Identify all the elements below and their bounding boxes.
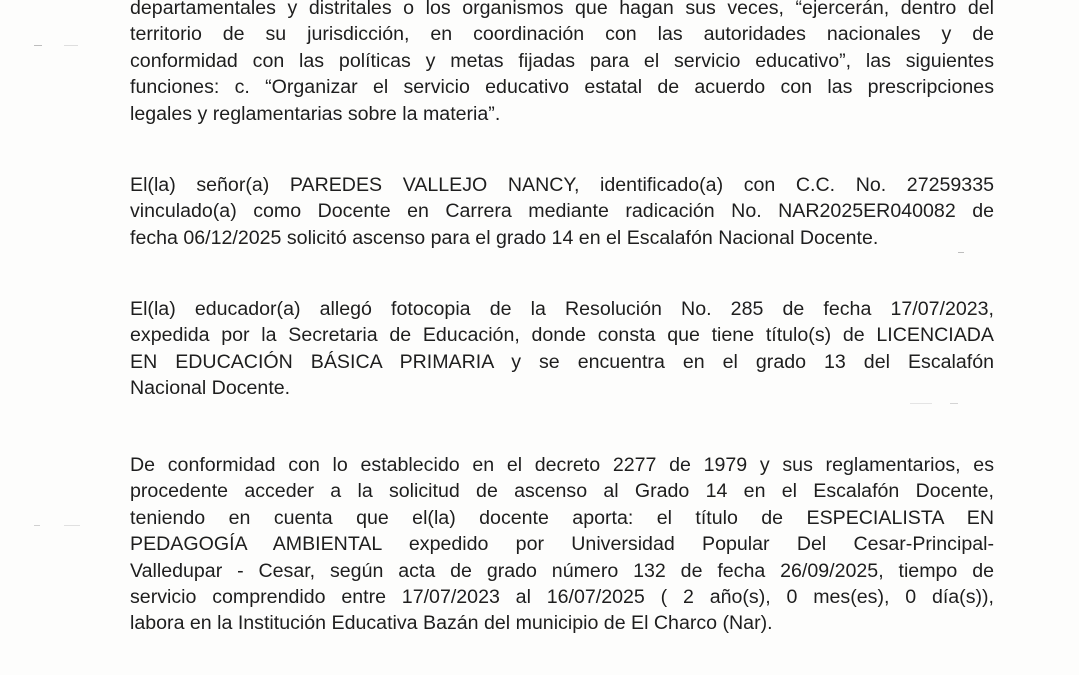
text-line: vinculado(a) como Docente en Carrera mediante radicación No. NAR2025ER040082 de	[130, 200, 994, 223]
text-line: territorio de su jurisdicción, en coordinación con las autoridades nacionales y de	[130, 23, 994, 46]
text-line: El(la) educador(a) allegó fotocopia de la Resolución No. 285 de fecha 17/07/2023,	[130, 298, 994, 320]
text-line: procedente acceder a la solicitud de ascenso al Grado 14 en el Escalafón Docente,	[130, 480, 994, 503]
text-line: fecha 06/12/2025 solicitó ascenso para el grado 14 en el Escalafón Nacional Docente.	[130, 226, 879, 249]
scan-mark	[958, 252, 964, 253]
paragraph-resolution	[130, 296, 994, 402]
paragraph-decision	[130, 452, 994, 637]
text-line: labora en la Institución Educativa Bazán del municipio de El Charco (Nar).	[130, 612, 773, 635]
text-line: PEDAGOGÍA AMBIENTAL expedido por Universidad Popular Del Cesar-Principal-	[130, 533, 994, 556]
paragraph-functions	[130, 0, 994, 127]
text-line: conformidad con las políticas y metas fijadas para el servicio educativo”, las siguientes	[130, 49, 994, 72]
text-line: expedida por la Secretaria de Educación, donde consta que tiene título(s) de LICENCIADA	[130, 324, 994, 347]
paragraph-request	[130, 172, 994, 251]
text-line: El(la) señor(a) PAREDES VALLEJO NANCY, identificado(a) con C.C. No. 27259335	[130, 174, 994, 196]
scan-mark	[64, 45, 78, 46]
scan-mark	[950, 403, 958, 404]
scan-mark	[64, 525, 80, 526]
text-line: Valledupar - Cesar, según acta de grado número 132 de fecha 26/09/2025, tiempo de	[130, 559, 994, 582]
scan-mark	[34, 45, 42, 46]
scan-mark	[910, 403, 932, 404]
text-line: funciones: c. “Organizar el servicio educativo estatal de acuerdo con las prescripciones	[130, 76, 994, 99]
text-line: teniendo en cuenta que el(la) docente aporta: el título de ESPECIALISTA EN	[130, 506, 994, 529]
text-line: servicio comprendido entre 17/07/2023 al 16/07/2025 ( 2 año(s), 0 mes(es), 0 día(s)),	[130, 585, 994, 608]
scan-mark	[34, 525, 40, 526]
text-line: legales y reglamentarias sobre la materia”.	[130, 102, 501, 125]
text-line: De conformidad con lo establecido en el decreto 2277 de 1979 y sus reglamentarios, es	[130, 454, 994, 476]
text-line: Nacional Docente.	[130, 377, 291, 400]
text-line: EN EDUCACIÓN BÁSICA PRIMARIA y se encuentra en el grado 13 del Escalafón	[130, 350, 994, 373]
text-line: departamentales y distritales o los organismos que hagan sus veces, “ejercerán, dentro del	[130, 0, 994, 19]
